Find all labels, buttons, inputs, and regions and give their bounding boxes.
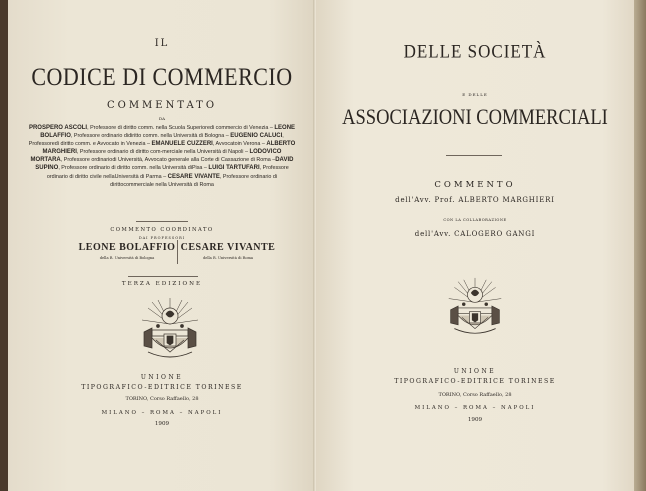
publisher-name: UNIONE (453, 368, 497, 375)
author-name: ALBERTO MARGHIERI (42, 141, 296, 156)
publisher-cities: MILANO – ROMA – NAPOLI (414, 405, 536, 411)
author-name: LEONE BOLAFFIO (40, 125, 296, 140)
author-description: di diritto comm. e Avvocato in Venezia – (54, 141, 152, 148)
editor-name: CESARE VIVANTE (180, 242, 276, 253)
author-name: DAVID SUPINO (35, 157, 294, 172)
author-description: merciale nella Università di Napoli – (162, 149, 250, 156)
edition-label: TERZA EDIZIONE (121, 281, 203, 287)
divider (446, 155, 502, 156)
publisher-cities: MILANO – ROMA – NAPOLI (101, 410, 223, 416)
editor-affiliation: della R. Università di Roma (202, 256, 254, 260)
author-description: commerciale nella Università di Roma (123, 181, 214, 188)
authors-list (28, 124, 296, 189)
coordinated-label: COMMENTO COORDINATO (110, 227, 214, 233)
publisher-emblem-icon (445, 276, 505, 338)
author-description: in Verona – (237, 141, 267, 148)
editor-name: LEONE BOLAFFIO (78, 242, 176, 253)
publisher-name-full: TIPOGRAFICO-EDITRICE TORINESE (394, 378, 556, 385)
author-description: diritto comm. nella Università di Bologna – (128, 133, 231, 140)
collaborator-name: dell'Avv. CALOGERO GANGI (414, 230, 536, 238)
author-name: LODOVICO MORTARA (30, 149, 282, 164)
publisher-emblem-icon (138, 296, 202, 362)
publisher-address: TORINO, Corso Raffaello, 28 (438, 392, 512, 398)
publisher-address: TORINO, Corso Raffaello, 28 (125, 396, 199, 402)
author-description: , Avvocato (212, 141, 238, 148)
publication-year: 1909 (467, 417, 483, 423)
author-description: , Professore ordinario (60, 157, 113, 164)
by-label: DA (158, 116, 166, 121)
author-description: , Professore ordinario di diritto comm. nella Università di (58, 165, 192, 172)
divider (128, 276, 198, 277)
coordinated-by-label: DAI PROFESSORI (138, 236, 186, 240)
publisher-name: UNIONE (140, 374, 184, 381)
author-description: , Professore ordinario di (70, 133, 129, 140)
divider (136, 221, 188, 222)
author-name: PROSPERO ASCOLI (28, 125, 88, 131)
author-description: di commercio di Venezia – (209, 125, 275, 131)
book-title-line-2: ASSOCIAZIONI COMMERCIALI (342, 105, 608, 130)
right-title-page (316, 0, 634, 491)
title-connector: E DELLE (462, 92, 488, 97)
page-edges (634, 0, 646, 491)
author-name: CESARE VIVANTE (167, 173, 220, 180)
publisher-name-full: TIPOGRAFICO-EDITRICE TORINESE (81, 384, 243, 391)
author-description: , Professore ordinario di diritto com- (76, 149, 163, 156)
author-name: EMANUELE CUZZERI (151, 141, 213, 148)
author-description: , Professore di diritto comm. nella Scuola Superiore (87, 125, 210, 131)
author-description: di Università, Avvocato generale alla Corte di Cassazione di Roma – (112, 157, 276, 164)
commentary-label: COMMENTO (434, 180, 516, 190)
collaboration-label: CON LA COLLABORAZIONE (443, 218, 507, 222)
author-description: , Professore ordinario di diritto civile nella (46, 165, 289, 180)
editor-affiliation: della R. Università di Bologna (99, 256, 155, 260)
author-name: LUIGI TARTUFARI (208, 165, 260, 172)
book-subtitle: COMMENTATO (106, 100, 218, 111)
book-title: CODICE DI COMMERCIO (31, 62, 293, 91)
publication-year: 1909 (154, 421, 170, 427)
left-title-page (8, 0, 316, 491)
author-description: , Professore (28, 133, 284, 148)
author-description: , Professore ordinario di diritto (110, 173, 278, 188)
author-description: Università di Parma – (114, 173, 168, 180)
author-name: EUGENIO CALUCI (230, 133, 283, 140)
pre-title: IL (154, 38, 170, 49)
author-description: Pisa – (191, 165, 209, 172)
author-name: dell'Avv. Prof. ALBERTO MARGHIERI (395, 196, 555, 204)
book-title: DELLE SOCIETÀ (403, 41, 547, 62)
